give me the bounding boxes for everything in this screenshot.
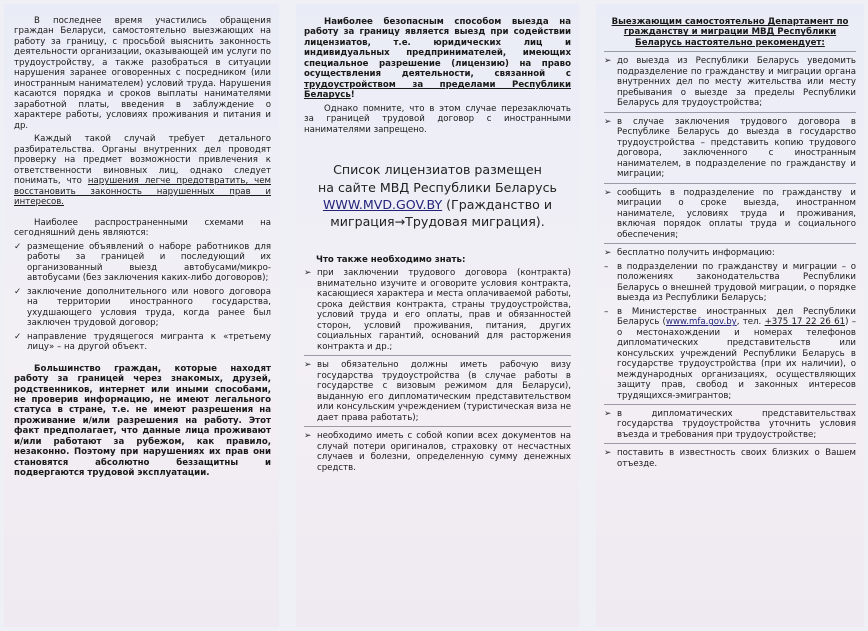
safe-way-paragraph: Наиболее безопасным способом выезда на работу за границу является выезд при содействии лицензиатов, т.е. юридических лиц и индивидуальных предпринимателей, имеющих специальное разрешение (лицензию) на право осуществления деятельности, связанной с трудоустройством за пределами Республики Беларусь!: [304, 17, 571, 101]
investigation-paragraph: [14, 134, 271, 207]
leaflet-panel-middle: [296, 4, 579, 627]
licensees-notice: Список лицензиатов размещен на сайте МВД Республики Беларусь WWW.MVD.GOV.BY (Гражданство и миграция→Трудовая миграция).: [318, 162, 557, 230]
list-item: ➢ необходимо иметь с собой копии всех документов на случай потери оригиналов, страховку от несчастных случаев и болезни, определенную сумму денежных средств.: [304, 426, 571, 473]
arrow-bullet-icon: ➢: [304, 431, 312, 442]
arrow-bullet-icon: ➢: [304, 268, 312, 279]
leaflet-panel-left: [4, 4, 279, 627]
list-item: ➢ сообщить в подразделение по гражданству и миграции о сроке выезда, иностранном нанимателе, условиях труда и проживания, включая порядок оплаты труда и социального обеспечения;: [604, 183, 856, 240]
list-item: ✓ размещение объявлений о наборе работников для работы за границей и последующий их организованный выезд автобусами/микро-автобусами (без заключения каких-либо договоров);: [14, 241, 271, 284]
leaflet-panel-right: [596, 4, 864, 627]
prevention-note: нарушения легче предотвратить, чем восстановить законность нарушенных прав и интересов.: [14, 176, 271, 208]
arrow-bullet-icon: ➢: [304, 360, 312, 371]
schemes-list: [14, 242, 271, 353]
list-item: ✓ направление трудящегося мигранта к «третьему лицу» – на другой объект.: [14, 331, 271, 353]
arrow-bullet-icon: ➢: [604, 448, 612, 459]
dash-bullet-icon: –: [604, 261, 609, 272]
recommendations-list: [604, 51, 856, 469]
dash-bullet-icon: –: [604, 306, 609, 317]
arrow-bullet-icon: ➢: [604, 408, 612, 419]
recommendations-heading: Выезжающим самостоятельно Департамент по гражданству и миграции МВД Республики Беларусь настоятельно рекомендует:: [611, 17, 849, 48]
list-item: ➢ вы обязательно должны иметь рабочую визу государства трудоустройства (в случае работы в государстве с визовым режимом для Беларуси), выданную его дипломатическим представительством или консульским учреждением (туристическая виза не дает права работать);: [304, 355, 571, 423]
intro-paragraph: В последнее время участились обращения граждан Беларуси, самостоятельно выезжающих на работу за границу, с просьбой выяснить законность деятельности организации, оказывающей им услуги по трудоустройству, а также разобраться в ситуации нарушения заранее оговоренных с посредником (или иностранным нанимателем) условий труда. Нарушения касаются порядка и сроков выплаты нанимателями заработной платы, введения в заблуждение о характере работы, условиях проживания и питания и др.: [14, 16, 271, 131]
arrow-bullet-icon: ➢: [604, 116, 612, 127]
warning-paragraph: Большинство граждан, которые находят работу за границей через знакомых, друзей, родственников, интернет или иными способами, не проверив информацию, не имеют легального статуса в стране, т.е. не имеют разрешения на проживание и/или разрешения на работу. Этот факт предполагает, что данные лица проживают и/или работают за рубежом, как правило, незаконно. Поэтому при нарушениях их прав они становятся абсолютно беззащитны и подвергаются трудовой эксплуатации.: [14, 363, 271, 479]
list-item: – в подразделении по гражданству и миграции – о положениях законодательства Республики Беларусь о внешней трудовой миграции, о порядке выезда из Республики Беларусь;: [604, 261, 856, 304]
list-item: ➢ до выезда из Республики Беларусь уведомить подразделение по гражданству и миграции органа внутренних дел по месту жительства или месту пребывания о выезде за пределы Республики Беларусь для трудоустройства;: [604, 51, 856, 108]
list-item: ✓ заключение дополнительного или нового договора на территории иностранного государства, ухудшающего условия труда, когда ранее был заключен трудовой договор;: [14, 286, 271, 329]
list-item: ➢ в случае заключения трудового договора в Республике Беларусь до выезда в государство трудоустройства – представить копию трудового договора, заключенного с иностранным нанимателем, в подразделение по гражданству и миграции;: [604, 112, 856, 180]
arrow-bullet-icon: ➢: [604, 248, 612, 259]
mvd-website-link[interactable]: WWW.MVD.GOV.BY: [322, 197, 443, 213]
list-item: – в Министерстве иностранных дел Республики Беларусь (www.mfa.gov.by, тел. +375 17 22 26 61) – о местонахождении и номерах телефонов дипломатических представительств или консульских учреждений Республики Беларусь в государстве трудоустройства (при их наличии), о международных организациях, осуществляющих защиту прав, свобод и законных интересов трудящихся-эмигрантов;: [604, 306, 856, 401]
list-item: ➢ при заключении трудового договора (контракта) внимательно изучите и оговорите условия контракта, касающиеся характера и места оплачиваемой работы, срока действия контракта, страны трудоустройства, условий труда и его оплаты, прав и обязанностей сторон, условий проживания, питания, других социальных гарантий, оснований для расторжения контракта и др.;: [304, 268, 571, 352]
list-item: ➢ поставить в известность своих близких о Вашем отъезде.: [604, 443, 856, 469]
schemes-intro: Наиболее распространенными схемами на сегодняшний день являются:: [14, 217, 271, 239]
check-icon: ✓: [14, 331, 22, 342]
check-icon: ✓: [14, 241, 22, 252]
list-item: ➢ в дипломатических представительствах государства трудоустройства уточнить условия въезда и требования при трудоустройстве;: [604, 404, 856, 440]
check-icon: ✓: [14, 286, 22, 297]
phone-number[interactable]: +375 17 22 26 61: [764, 317, 846, 328]
advice-list: [304, 268, 571, 473]
arrow-bullet-icon: ➢: [604, 187, 612, 198]
arrow-bullet-icon: ➢: [604, 56, 612, 67]
contract-warning: Однако помните, что в этом случае перезаключать за границей трудовой договор с иностранными нанимателями запрещено.: [304, 103, 571, 135]
investigation-text: Каждый такой случай требует детального разбирательства. Органы внутренних дел проводят проверку на предмет возможности привлечения к ответственности виновных лиц, однако следует понимать, что: [14, 134, 271, 187]
list-item: ➢ бесплатно получить информацию:: [604, 243, 856, 258]
section-heading: Что также необходимо знать:: [316, 254, 466, 265]
mfa-website-link[interactable]: www.mfa.gov.by: [665, 317, 737, 328]
